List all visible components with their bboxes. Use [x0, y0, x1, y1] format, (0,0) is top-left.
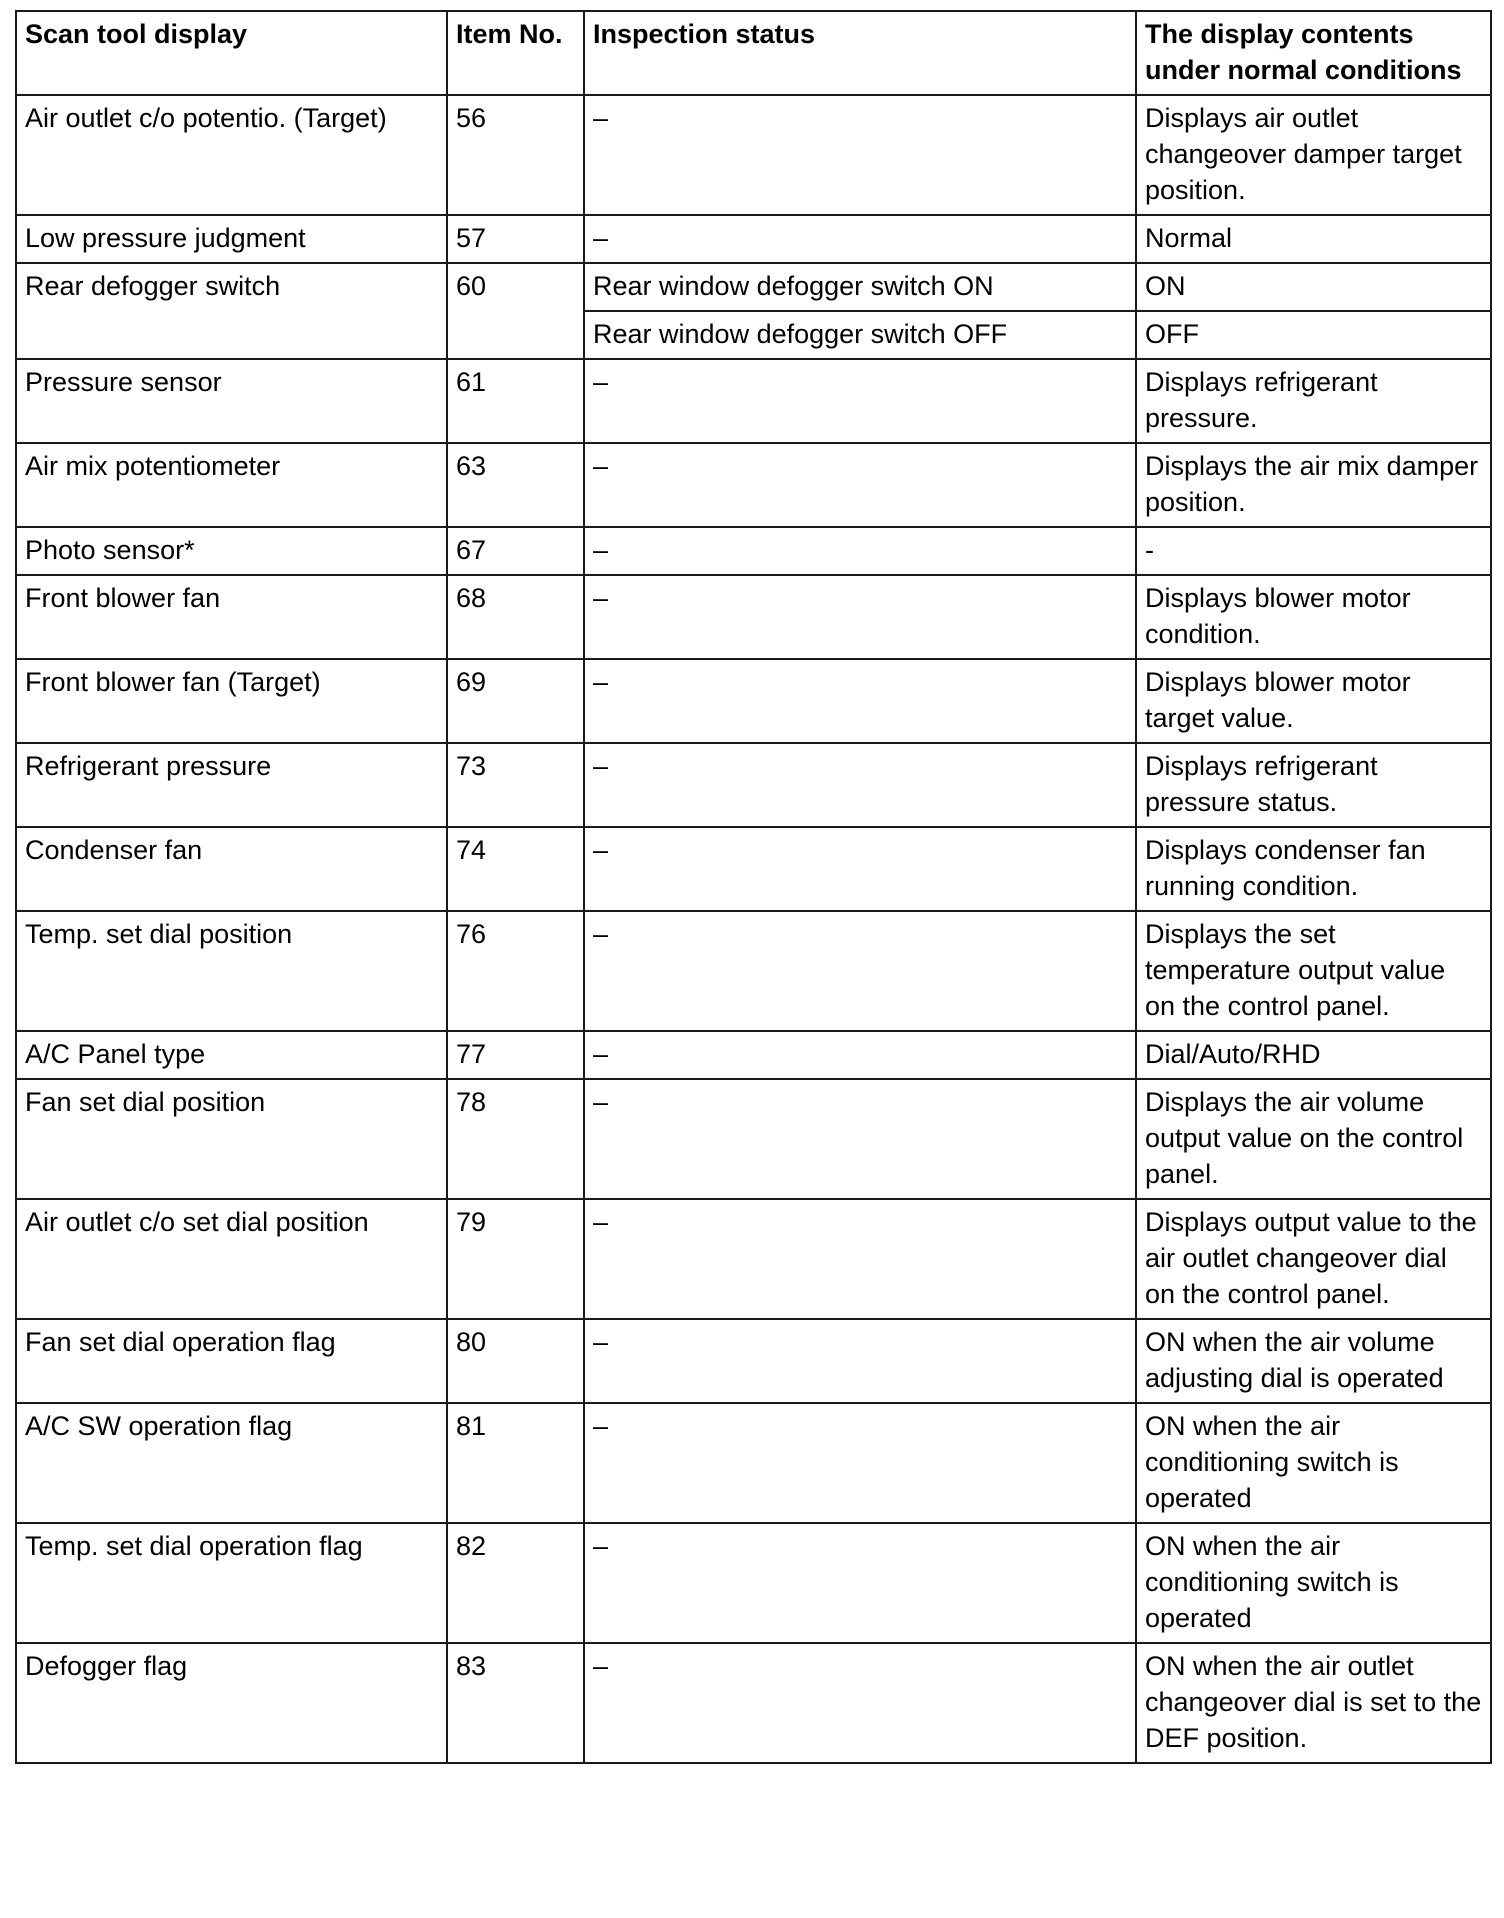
cell-scan-tool-display: Condenser fan — [16, 827, 447, 911]
header-inspection-status: Inspection status — [584, 11, 1136, 95]
cell-normal-display: Dial/Auto/RHD — [1136, 1031, 1491, 1079]
cell-normal-display: ON when the air conditioning switch is operated — [1136, 1403, 1491, 1523]
cell-inspection-status: – — [584, 1643, 1136, 1763]
header-scan-tool-display: Scan tool display — [16, 11, 447, 95]
cell-item-no: 56 — [447, 95, 584, 215]
cell-item-no: 83 — [447, 1643, 584, 1763]
cell-normal-display: ON when the air outlet changeover dial is set to the DEF position. — [1136, 1643, 1491, 1763]
cell-normal-display: ON when the air volume adjusting dial is operated — [1136, 1319, 1491, 1403]
cell-normal-display: Displays condenser fan running condition. — [1136, 827, 1491, 911]
cell-item-no: 60 — [447, 263, 584, 359]
cell-inspection-status: – — [584, 527, 1136, 575]
cell-item-no: 79 — [447, 1199, 584, 1319]
cell-item-no: 57 — [447, 215, 584, 263]
cell-scan-tool-display: Low pressure judgment — [16, 215, 447, 263]
cell-scan-tool-display: Air outlet c/o potentio. (Target) — [16, 95, 447, 215]
cell-inspection-status: – — [584, 1319, 1136, 1403]
cell-item-no: 76 — [447, 911, 584, 1031]
header-item-no: Item No. — [447, 11, 584, 95]
cell-inspection-status: – — [584, 1523, 1136, 1643]
cell-inspection-status: – — [584, 1403, 1136, 1523]
header-normal-display: The display contents under normal conditions — [1136, 11, 1491, 95]
table-row — [16, 827, 1491, 911]
cell-scan-tool-display: Temp. set dial operation flag — [16, 1523, 447, 1643]
table-row — [16, 95, 1491, 215]
table-row — [16, 215, 1491, 263]
cell-scan-tool-display: Front blower fan — [16, 575, 447, 659]
table-row — [16, 659, 1491, 743]
table-row — [16, 1079, 1491, 1199]
table-row — [16, 1199, 1491, 1319]
table-row — [16, 1319, 1491, 1403]
table-row — [16, 263, 1491, 311]
cell-item-no: 82 — [447, 1523, 584, 1643]
cell-item-no: 67 — [447, 527, 584, 575]
cell-normal-display: Displays blower motor target value. — [1136, 659, 1491, 743]
cell-normal-display: Displays blower motor condition. — [1136, 575, 1491, 659]
cell-scan-tool-display: Air mix potentiometer — [16, 443, 447, 527]
cell-item-no: 81 — [447, 1403, 584, 1523]
cell-inspection-status: – — [584, 827, 1136, 911]
table-row — [16, 911, 1491, 1031]
cell-normal-display: Displays the set temperature output value on the control panel. — [1136, 911, 1491, 1031]
cell-normal-display: Normal — [1136, 215, 1491, 263]
cell-scan-tool-display: Temp. set dial position — [16, 911, 447, 1031]
header-row — [16, 11, 1491, 95]
cell-inspection-status: – — [584, 359, 1136, 443]
cell-normal-display: ON — [1136, 263, 1491, 311]
table-row — [16, 575, 1491, 659]
cell-scan-tool-display: Fan set dial operation flag — [16, 1319, 447, 1403]
cell-inspection-status: Rear window defogger switch ON — [584, 263, 1136, 311]
cell-inspection-status: – — [584, 911, 1136, 1031]
cell-inspection-status: – — [584, 1031, 1136, 1079]
cell-normal-display: - — [1136, 527, 1491, 575]
cell-scan-tool-display: Rear defogger switch — [16, 263, 447, 359]
cell-scan-tool-display: Photo sensor* — [16, 527, 447, 575]
cell-item-no: 73 — [447, 743, 584, 827]
cell-inspection-status: – — [584, 1079, 1136, 1199]
cell-item-no: 78 — [447, 1079, 584, 1199]
cell-scan-tool-display: Defogger flag — [16, 1643, 447, 1763]
table-row — [16, 1031, 1491, 1079]
table-row — [16, 527, 1491, 575]
table-row — [16, 359, 1491, 443]
table-row — [16, 743, 1491, 827]
cell-scan-tool-display: Front blower fan (Target) — [16, 659, 447, 743]
cell-scan-tool-display: Pressure sensor — [16, 359, 447, 443]
cell-normal-display: ON when the air conditioning switch is operated — [1136, 1523, 1491, 1643]
cell-inspection-status: – — [584, 95, 1136, 215]
cell-item-no: 80 — [447, 1319, 584, 1403]
table-row — [16, 1643, 1491, 1763]
cell-inspection-status: – — [584, 443, 1136, 527]
cell-normal-display: Displays refrigerant pressure. — [1136, 359, 1491, 443]
cell-item-no: 77 — [447, 1031, 584, 1079]
cell-item-no: 74 — [447, 827, 584, 911]
table-row — [16, 1403, 1491, 1523]
scan-tool-table — [15, 10, 1492, 1764]
cell-normal-display: Displays output value to the air outlet changeover dial on the control panel. — [1136, 1199, 1491, 1319]
cell-scan-tool-display: Fan set dial position — [16, 1079, 447, 1199]
cell-inspection-status: – — [584, 215, 1136, 263]
cell-normal-display: Displays refrigerant pressure status. — [1136, 743, 1491, 827]
table-row — [16, 1523, 1491, 1643]
cell-normal-display: Displays air outlet changeover damper target position. — [1136, 95, 1491, 215]
cell-normal-display: Displays the air mix damper position. — [1136, 443, 1491, 527]
cell-item-no: 61 — [447, 359, 584, 443]
cell-inspection-status: – — [584, 575, 1136, 659]
cell-scan-tool-display: A/C SW operation flag — [16, 1403, 447, 1523]
cell-inspection-status: – — [584, 659, 1136, 743]
cell-item-no: 63 — [447, 443, 584, 527]
cell-normal-display: Displays the air volume output value on the control panel. — [1136, 1079, 1491, 1199]
cell-scan-tool-display: Refrigerant pressure — [16, 743, 447, 827]
cell-item-no: 68 — [447, 575, 584, 659]
cell-normal-display: OFF — [1136, 311, 1491, 359]
cell-item-no: 69 — [447, 659, 584, 743]
cell-inspection-status: Rear window defogger switch OFF — [584, 311, 1136, 359]
cell-inspection-status: – — [584, 1199, 1136, 1319]
cell-scan-tool-display: A/C Panel type — [16, 1031, 447, 1079]
table-row — [16, 443, 1491, 527]
cell-inspection-status: – — [584, 743, 1136, 827]
cell-scan-tool-display: Air outlet c/o set dial position — [16, 1199, 447, 1319]
